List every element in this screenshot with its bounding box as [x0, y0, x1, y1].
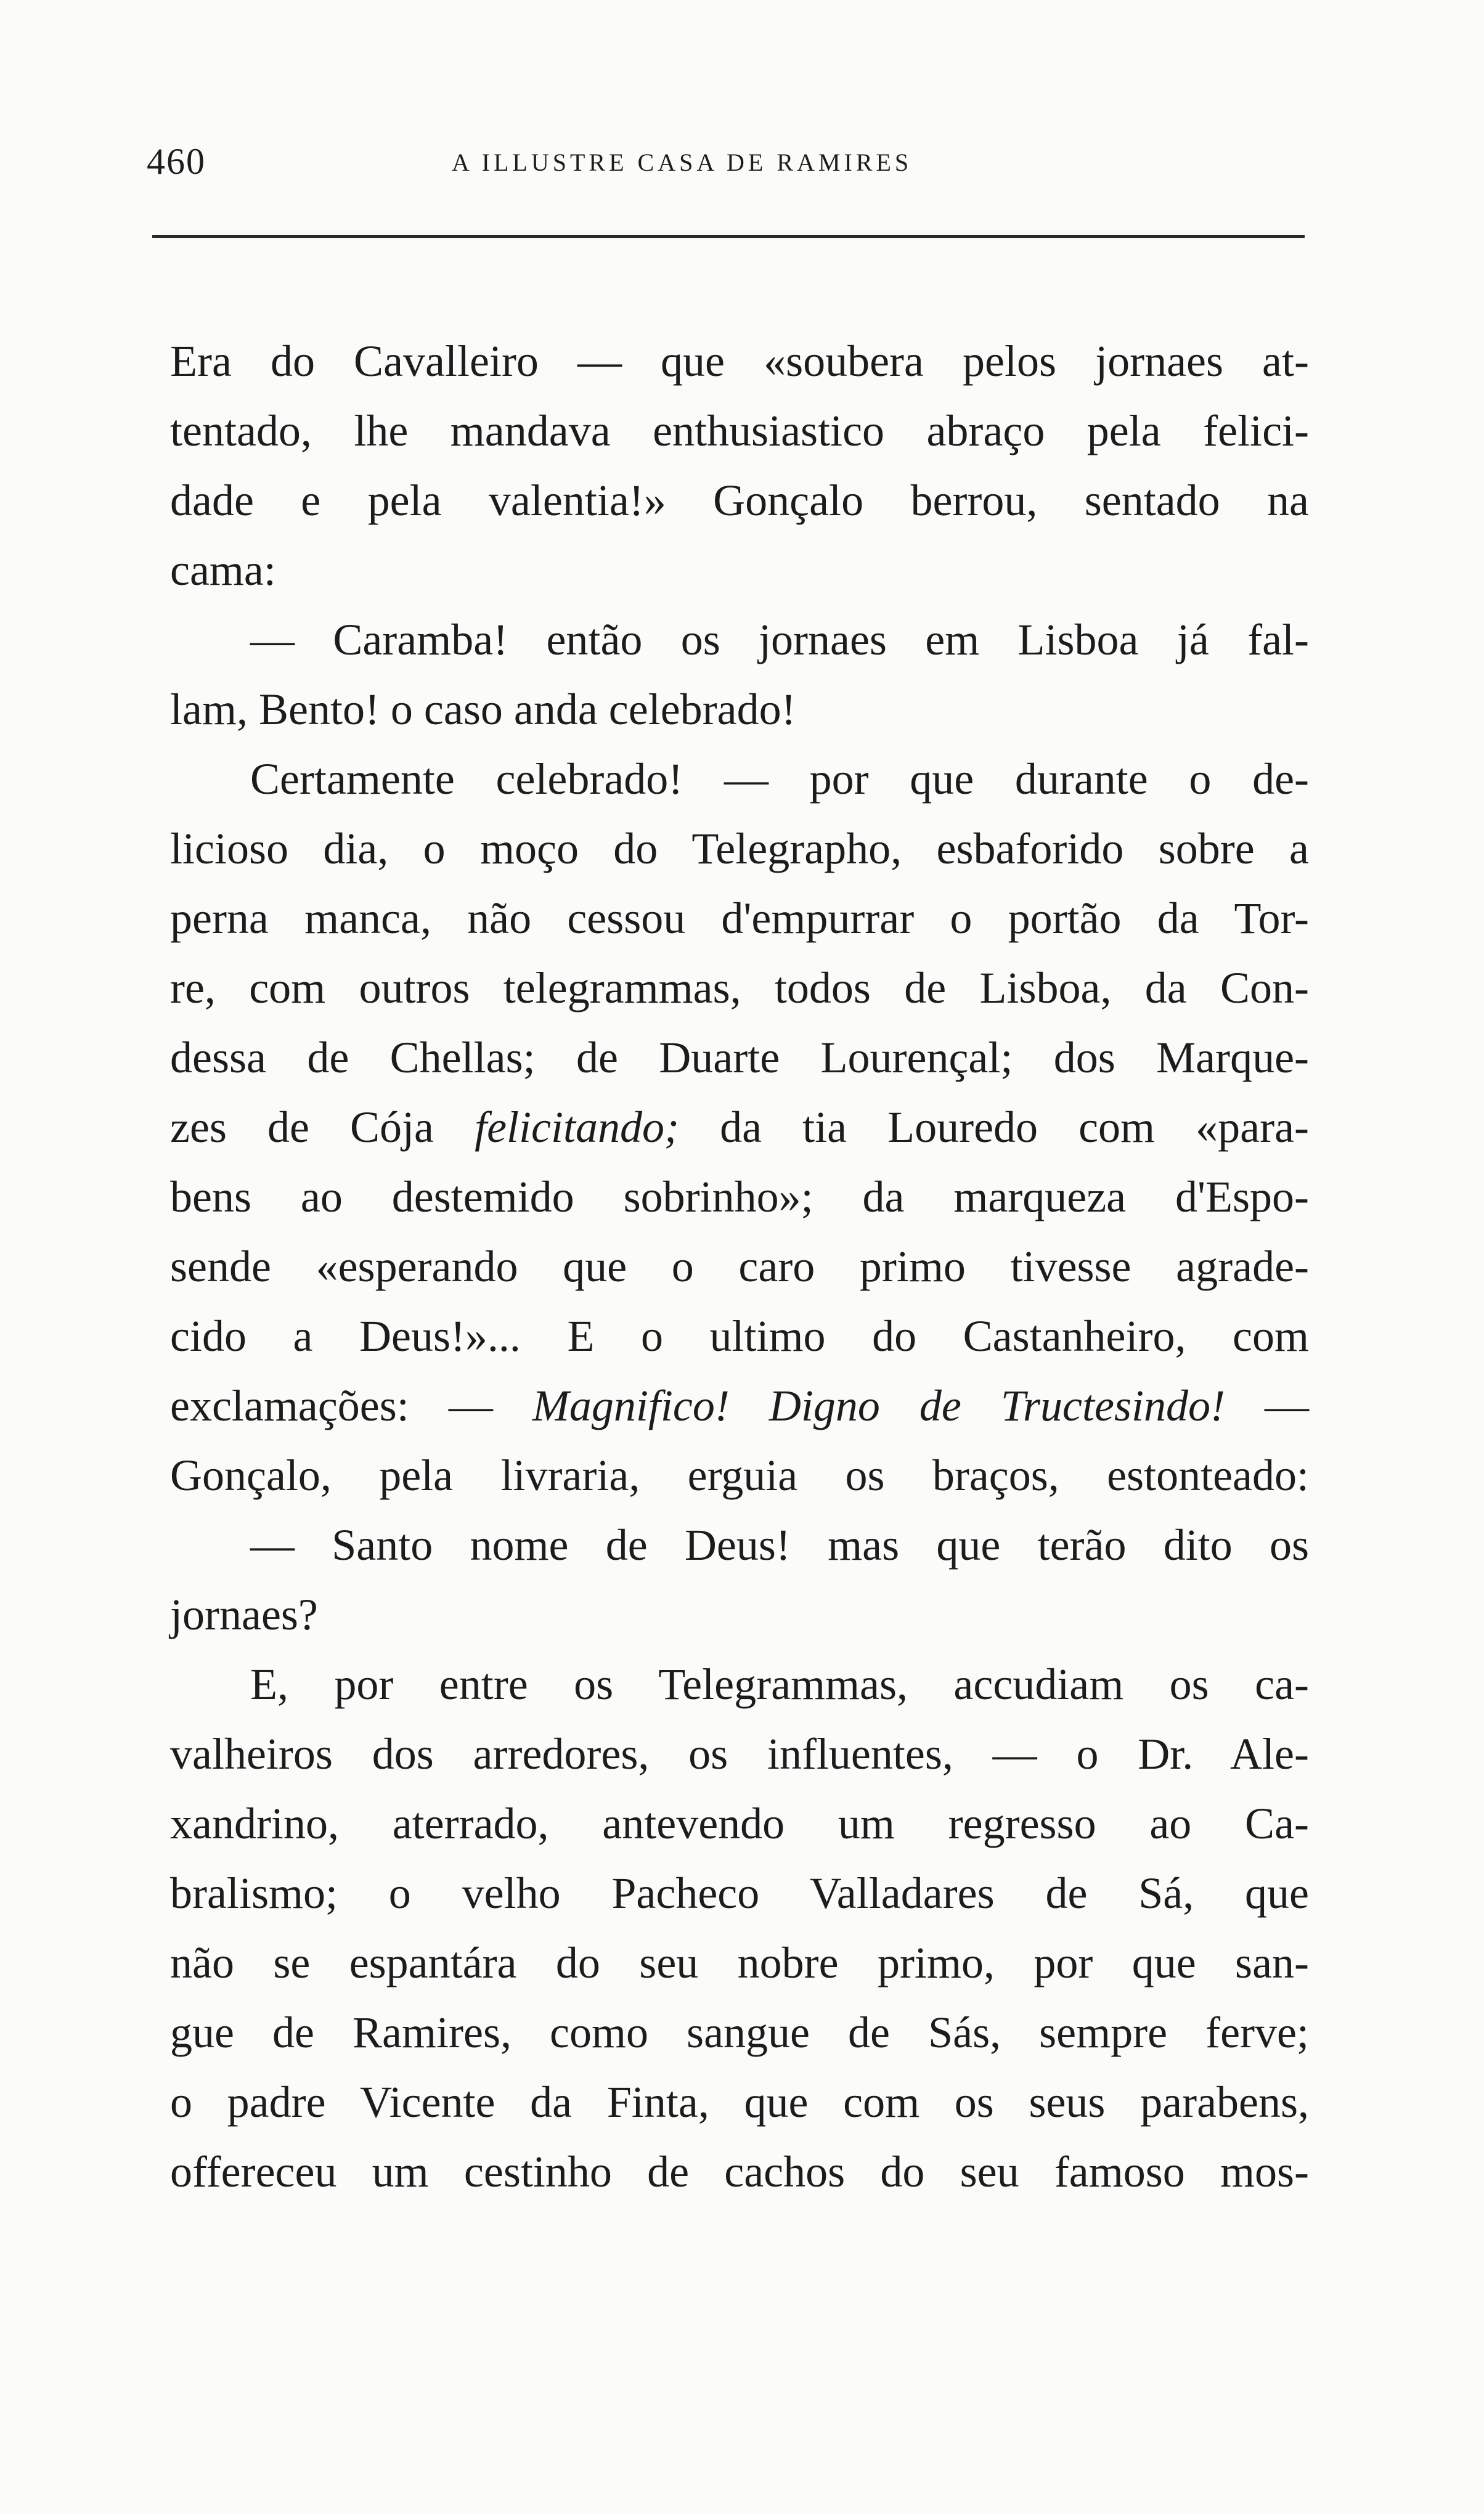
running-title: A ILLUSTRE CASA DE RAMIRES — [452, 149, 913, 176]
text-line: Certamente celebrado! — por que durante o de- — [250, 754, 1309, 804]
text-line: cido a Deus!»... E o ultimo do Castanheiro, com — [170, 1311, 1309, 1361]
text-line: Gonçalo, pela livraria, erguia os braços, estonteado: — [170, 1451, 1309, 1500]
text-segment: exclamações: — — [170, 1381, 532, 1430]
text-line: — Santo nome de Deus! mas que terão dito os — [250, 1520, 1309, 1570]
text-line: gue de Ramires, como sangue de Sás, sempre ferve; — [170, 2008, 1309, 2057]
text-line: perna manca, não cessou d'empurrar o portão da Tor- — [170, 894, 1309, 943]
page-header — [147, 141, 1302, 182]
text-line: jornaes? — [170, 1590, 318, 1639]
text-line — [170, 1371, 1309, 1441]
text-line: sende «esperando que o caro primo tivesse agrade- — [170, 1242, 1309, 1291]
text-line: não se espantára do seu nobre primo, por que san- — [170, 1938, 1309, 1987]
text-line: dade e pela valentia!» Gonçalo berrou, sentado na — [170, 476, 1309, 525]
text-line: o padre Vicente da Finta, que com os seus parabens, — [170, 2077, 1309, 2127]
text-line: bens ao destemido sobrinho»; da marqueza d'Espo- — [170, 1172, 1309, 1221]
text-line: Era do Cavalleiro — que «soubera pelos jornaes at- — [170, 336, 1309, 386]
text-segment: zes de Cója — [170, 1103, 475, 1152]
body-text — [170, 327, 1309, 2207]
header-rule — [152, 235, 1305, 238]
text-line: valheiros dos arredores, os influentes, — o Dr. Ale- — [170, 1729, 1309, 1779]
text-segment: da tia Louredo com «para- — [679, 1103, 1309, 1152]
italic-text: felicitando; — [475, 1103, 679, 1152]
text-line: bralismo; o velho Pacheco Valladares de Sá, que — [170, 1869, 1309, 1918]
italic-text: Magnifico! Digno de Tructesindo! — [532, 1381, 1225, 1430]
text-line: re, com outros telegrammas, todos de Lisboa, da Con- — [170, 963, 1309, 1013]
text-line: — Caramba! então os jornaes em Lisboa já fal- — [250, 615, 1309, 664]
text-line: dessa de Chellas; de Duarte Lourençal; dos Marque- — [170, 1033, 1309, 1082]
text-line — [170, 1093, 1309, 1162]
text-line: xandrino, aterrado, antevendo um regresso ao Ca- — [170, 1799, 1309, 1848]
text-line: tentado, lhe mandava enthusiastico abraço pela felici- — [170, 406, 1309, 455]
text-line: E, por entre os Telegrammas, accudiam os ca- — [250, 1660, 1309, 1709]
text-segment: — — [1225, 1381, 1310, 1430]
text-line: cama: — [170, 545, 276, 595]
text-line: licioso dia, o moço do Telegrapho, esbaforido sobre a — [170, 824, 1309, 873]
text-line: offereceu um cestinho de cachos do seu famoso mos- — [170, 2147, 1309, 2196]
text-line: lam, Bento! o caso anda celebrado! — [170, 685, 796, 734]
page-number: 460 — [147, 141, 206, 182]
